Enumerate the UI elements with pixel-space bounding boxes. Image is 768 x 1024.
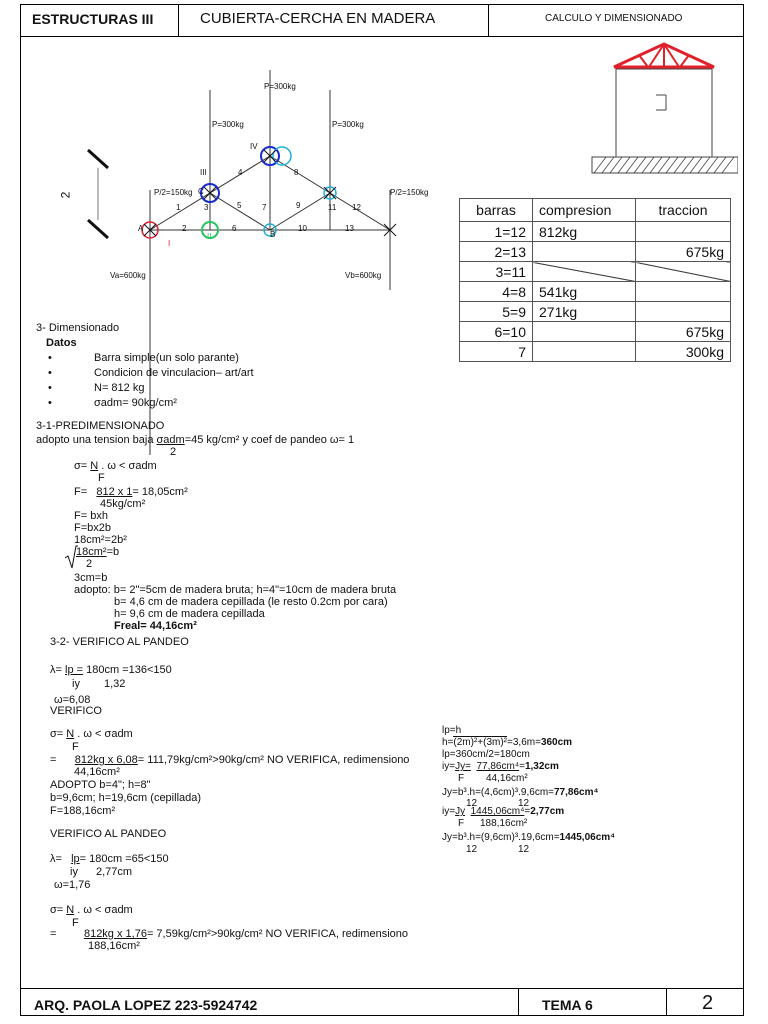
bar-6: 6 bbox=[232, 224, 237, 233]
lambda-num: lp = bbox=[65, 664, 84, 676]
rc-line-5 bbox=[442, 787, 598, 798]
rc-l7d: 12 bbox=[518, 844, 530, 855]
calc-1 bbox=[50, 754, 409, 766]
col-barras: barras bbox=[460, 199, 533, 222]
s-num: N bbox=[66, 728, 75, 740]
cell-traction: 675kg bbox=[636, 322, 731, 342]
adopt-line: h= 9,6 cm de madera cepillada bbox=[114, 608, 265, 620]
pre-line: F=bx2b bbox=[74, 522, 111, 534]
rc-l6f: F bbox=[458, 818, 465, 829]
footer-page-number: 2 bbox=[702, 992, 714, 1014]
table-row bbox=[460, 342, 731, 362]
rc-l6c: 1445,06cm⁴ bbox=[470, 806, 525, 817]
adopto-line: ADOPTO b=4"; h=8" bbox=[50, 779, 151, 791]
node-iv-label: IV bbox=[250, 142, 258, 151]
rc-l4g: 44,16cm² bbox=[486, 773, 528, 784]
cell-traction: 675kg bbox=[636, 242, 731, 262]
omega-1: ω=6,08 bbox=[54, 694, 91, 706]
load-end-left: P/2=150kg bbox=[154, 188, 193, 197]
cell-traction: 300kg bbox=[636, 342, 731, 362]
s-den: F bbox=[72, 741, 79, 753]
s2-a: σ= bbox=[50, 904, 64, 916]
pre-intro bbox=[36, 434, 354, 446]
rc-l4c: 77,86cm⁴ bbox=[476, 761, 520, 772]
s2-b: . ω < σadm bbox=[77, 904, 133, 916]
lambda-den-2: 1,32 bbox=[104, 678, 126, 690]
rc-l2d: 360cm bbox=[540, 737, 573, 748]
calc2-num: 812kg x 1,76 bbox=[83, 928, 147, 940]
rc-l6b: Jy bbox=[455, 806, 466, 817]
rc-l6d: = bbox=[524, 806, 531, 817]
rc-l5b: 77,86cm⁴ bbox=[553, 787, 599, 798]
rc-l4f: F bbox=[458, 773, 465, 784]
rc-line-1: lp=h bbox=[442, 725, 462, 736]
dims-line: b=9,6cm; h=19,6cm (cepillada) bbox=[50, 792, 202, 804]
bar-4: 4 bbox=[238, 168, 243, 177]
lambda-formula-1 bbox=[50, 664, 172, 676]
rc-l4b: Jy= bbox=[455, 761, 471, 772]
section-pandeo: 3-2- VERIFICO AL PANDEO bbox=[50, 636, 189, 648]
bullet-item: • N= 812 kg bbox=[94, 382, 144, 394]
rc-l6a: iy= bbox=[442, 806, 456, 817]
section-dimensionado: 3- Dimensionado bbox=[36, 322, 120, 334]
rc-l7c: 12 bbox=[466, 844, 478, 855]
pre-intro-a: adopto una tension baja bbox=[36, 434, 154, 446]
node-ii-label: II bbox=[207, 232, 212, 241]
table-row bbox=[460, 282, 731, 302]
lambda-formula-2 bbox=[50, 853, 169, 865]
calc-b: = 111,79kg/cm²>90kg/cm² NO VERIFICA, redimensiono bbox=[137, 754, 410, 766]
bar-8: 8 bbox=[294, 168, 299, 177]
sqrt-den: 2 bbox=[86, 558, 93, 570]
sigma-den: F bbox=[98, 472, 105, 484]
load-mid-right: P=300kg bbox=[332, 120, 364, 129]
bar-2: 2 bbox=[182, 224, 187, 233]
rc-l4d: = bbox=[519, 761, 525, 772]
footer-sep-2 bbox=[666, 988, 667, 1016]
cell-bars: 1=12 bbox=[460, 222, 533, 242]
lambda-den-1: iy bbox=[72, 678, 80, 690]
calc-num: 812kg x 6,08 bbox=[74, 754, 138, 766]
forces-table bbox=[459, 198, 731, 362]
cell-traction-null bbox=[636, 262, 731, 282]
col-traccion: traccion bbox=[636, 199, 731, 222]
table-row bbox=[460, 302, 731, 322]
header-section: CALCULO Y DIMENSIONADO bbox=[545, 13, 683, 24]
load-end-right: P/2=150kg bbox=[390, 188, 429, 197]
header-sep-1 bbox=[178, 4, 179, 36]
bar-7: 7 bbox=[262, 203, 267, 212]
calc-den-1: 44,16cm² bbox=[74, 766, 120, 778]
rc-l5d: 12 bbox=[518, 798, 530, 809]
cell-bars: 3=11 bbox=[460, 262, 533, 282]
rc-line-4 bbox=[442, 761, 559, 772]
cell-bars: 4=8 bbox=[460, 282, 533, 302]
reaction-left: Va=600kg bbox=[110, 271, 146, 280]
sqrt-num: 18cm² bbox=[76, 546, 107, 558]
cell-traction bbox=[636, 282, 731, 302]
rc-line-7 bbox=[442, 832, 615, 843]
rc-line-6 bbox=[442, 806, 564, 817]
rc-l7b: 1445,06cm⁴ bbox=[559, 832, 616, 843]
table-row bbox=[460, 242, 731, 262]
cell-compression bbox=[533, 242, 636, 262]
lambda2-a: λ= bbox=[50, 853, 62, 865]
s-a: σ= bbox=[50, 728, 64, 740]
footer-sep-1 bbox=[518, 988, 519, 1016]
pre-intro-den: 2 bbox=[170, 446, 177, 458]
sigma-num: N bbox=[90, 460, 99, 472]
cell-traction bbox=[636, 302, 731, 322]
bullet-item: • σadm= 90kg/cm² bbox=[94, 397, 177, 409]
rc-l6g: 188,16cm² bbox=[480, 818, 528, 829]
node-iii-label: III bbox=[200, 168, 207, 177]
rc-l5a: Jy=b³.h=(4,6cm)³.9,6cm= bbox=[442, 787, 554, 798]
cell-bars: 2=13 bbox=[460, 242, 533, 262]
lambda-a: λ= bbox=[50, 664, 62, 676]
bar-5: 5 bbox=[237, 201, 242, 210]
col-compresion: compresion bbox=[533, 199, 636, 222]
table-row bbox=[460, 262, 731, 282]
f-den: 45kg/cm² bbox=[100, 498, 146, 510]
f-b: = 18,05cm² bbox=[132, 486, 188, 498]
adopt-line: adopto: b= 2"=5cm de madera bruta; h=4"=10cm de madera bruta bbox=[74, 584, 397, 596]
rc-l4e: 1,32cm bbox=[524, 761, 559, 772]
footer-tema: TEMA 6 bbox=[542, 997, 593, 1013]
rc-l5c: 12 bbox=[466, 798, 478, 809]
s2-num: N bbox=[66, 904, 75, 916]
bar-11: 11 bbox=[328, 203, 337, 212]
load-top: P=300kg bbox=[264, 82, 296, 91]
table-header-row bbox=[460, 199, 731, 222]
footer-author: ARQ. PAOLA LOPEZ 223-5924742 bbox=[34, 997, 258, 1013]
section-pandeo-2: VERIFICO AL PANDEO bbox=[50, 828, 167, 840]
cell-compression-null bbox=[533, 262, 636, 282]
table-row bbox=[460, 222, 731, 242]
pre-intro-c: =45 kg/cm² y coef de pandeo ω= 1 bbox=[184, 434, 355, 446]
bar-12: 12 bbox=[352, 203, 361, 212]
rc-l6e: 2,77cm bbox=[530, 806, 565, 817]
rc-l7a: Jy=b³.h=(9,6cm)³.19,6cm= bbox=[442, 832, 560, 843]
rc-l4a: iy= bbox=[442, 761, 456, 772]
load-mid-left: P=300kg bbox=[212, 120, 244, 129]
datos-heading: Datos bbox=[46, 337, 77, 349]
bar-3: 3 bbox=[204, 203, 209, 212]
cell-compression: 812kg bbox=[533, 222, 636, 242]
cell-bars: 5=9 bbox=[460, 302, 533, 322]
cell-compression bbox=[533, 342, 636, 362]
cell-bars: 6=10 bbox=[460, 322, 533, 342]
cell-bars: 7 bbox=[460, 342, 533, 362]
bar-10: 10 bbox=[298, 224, 307, 233]
sqrt-b: =b bbox=[106, 546, 120, 558]
reaction-right: Vb=600kg bbox=[345, 271, 382, 280]
s-b: . ω < σadm bbox=[77, 728, 133, 740]
f-formula bbox=[74, 486, 188, 498]
node-c-label: C bbox=[198, 187, 204, 196]
height-dimension: 2 bbox=[58, 191, 73, 199]
verifico-label: VERIFICO bbox=[50, 705, 102, 717]
calc2-eq: = bbox=[50, 928, 57, 940]
rc-line-3: lp=360cm/2=180cm bbox=[442, 749, 530, 760]
lambda2-num: lp bbox=[71, 853, 80, 865]
s2-den: F bbox=[72, 917, 79, 929]
f-num: 812 x 1 bbox=[96, 486, 133, 498]
sigma-formula bbox=[74, 460, 157, 472]
header-course: ESTRUCTURAS III bbox=[32, 11, 154, 27]
freal-line: Freal= 44,16cm² bbox=[114, 620, 197, 632]
sqrt-line bbox=[76, 546, 119, 558]
f-line: F=188,16cm² bbox=[50, 805, 116, 817]
calc-2 bbox=[50, 928, 408, 940]
rc-l2c: =3,6m= bbox=[507, 737, 541, 748]
header-sep-2 bbox=[488, 4, 489, 36]
node-a-label: A bbox=[138, 224, 144, 233]
adopt-line: b= 4,6 cm de madera cepillada (le resto 0.2cm por cara) bbox=[114, 596, 388, 608]
rc-l2a: h= bbox=[442, 737, 454, 748]
node-i-label: I bbox=[168, 239, 171, 248]
sigma-b: . ω < σadm bbox=[101, 460, 157, 472]
node-b-label: B bbox=[270, 230, 276, 239]
header-subject: CUBIERTA-CERCHA EN MADERA bbox=[200, 10, 436, 27]
rc-line-2 bbox=[442, 737, 572, 748]
bullet-item: • Condicion de vinculacion– art/art bbox=[94, 367, 254, 379]
lambda2-den-1: iy bbox=[70, 866, 78, 878]
lambda-b: 180cm =136<150 bbox=[86, 664, 172, 676]
f-a: F= bbox=[74, 486, 88, 498]
bar-1: 1 bbox=[176, 203, 181, 212]
sigma-formula-2 bbox=[50, 728, 133, 740]
lambda2-den-2: 2,77cm bbox=[96, 866, 133, 878]
sigma-a: σ= bbox=[74, 460, 88, 472]
pre-line: 3cm=b bbox=[74, 572, 108, 584]
cell-compression: 271kg bbox=[533, 302, 636, 322]
calc-den-2: 188,16cm² bbox=[88, 940, 140, 952]
cell-compression bbox=[533, 322, 636, 342]
cell-traction bbox=[636, 222, 731, 242]
sigma-formula-3 bbox=[50, 904, 133, 916]
table-row bbox=[460, 322, 731, 342]
house-sketch bbox=[588, 40, 738, 175]
lambda2-b: = 180cm =65<150 bbox=[79, 853, 169, 865]
bullet-item: • Barra simple(un solo parante) bbox=[94, 352, 239, 364]
footer-divider bbox=[20, 988, 744, 989]
pre-line: F= bxh bbox=[74, 510, 108, 522]
pre-line: 18cm²=2b² bbox=[74, 534, 127, 546]
omega-2: ω=1,76 bbox=[54, 879, 91, 891]
rc-l2b: (2m)²+(3m)² bbox=[453, 737, 508, 748]
calc2-b: = 7,59kg/cm²>90kg/cm² NO VERIFICA, redimensiono bbox=[146, 928, 408, 940]
pre-intro-b: σadm bbox=[156, 434, 185, 446]
node-iv-cyan-marker bbox=[273, 147, 291, 165]
header-divider bbox=[20, 36, 744, 37]
bar-13: 13 bbox=[345, 224, 354, 233]
calc-eq: = bbox=[50, 754, 57, 766]
cell-compression: 541kg bbox=[533, 282, 636, 302]
bar-9: 9 bbox=[296, 201, 301, 210]
section-predimensionado: 3-1-PREDIMENSIONADO bbox=[36, 420, 165, 432]
